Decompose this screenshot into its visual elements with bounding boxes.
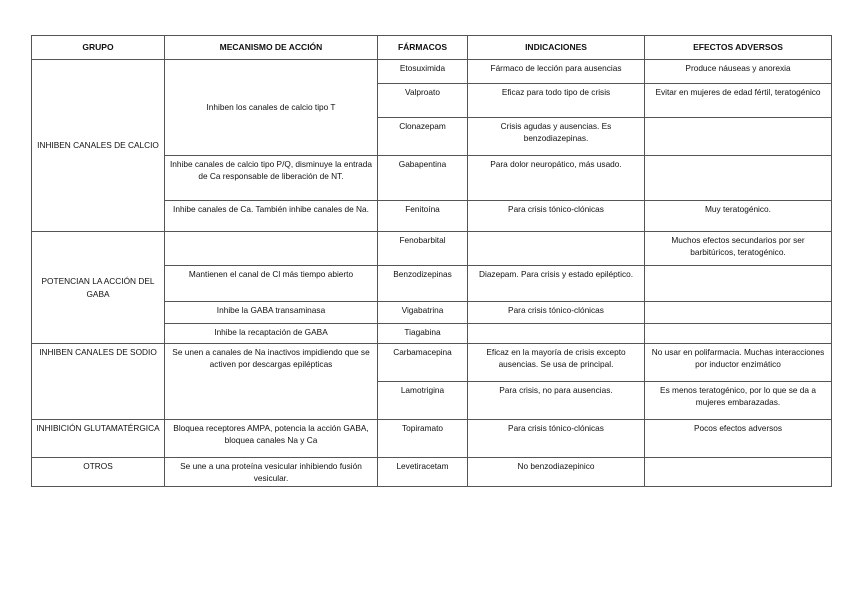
header-row	[32, 36, 832, 60]
antiepileptic-drugs-table	[31, 35, 832, 487]
indication-cell: Para crisis tónico-clónicas	[468, 420, 645, 458]
header-indicaciones: INDICACIONES	[468, 36, 645, 60]
mechanism-cell	[165, 232, 378, 266]
drug-cell: Etosuximida	[378, 60, 468, 84]
adverse-cell: No usar en polifarmacia. Muchas interacciones por inductor enzimático	[645, 344, 832, 382]
adverse-cell	[645, 302, 832, 324]
adverse-cell	[645, 266, 832, 302]
group-cell-otros: OTROS	[32, 458, 165, 487]
drug-cell: Gabapentina	[378, 156, 468, 201]
drug-cell: Valproato	[378, 84, 468, 118]
adverse-cell: Muy teratogénico.	[645, 201, 832, 232]
drug-cell: Vigabatrina	[378, 302, 468, 324]
table-row	[32, 344, 832, 382]
indication-cell	[468, 324, 645, 344]
indication-cell: Eficaz en la mayoría de crisis excepto ausencias. Se usa de principal.	[468, 344, 645, 382]
adverse-cell: Pocos efectos adversos	[645, 420, 832, 458]
table-row	[32, 458, 832, 487]
adverse-cell: Es menos teratogénico, por lo que se da a mujeres embarazadas.	[645, 382, 832, 420]
drug-cell: Clonazepam	[378, 118, 468, 156]
indication-cell: Para dolor neuropático, más usado.	[468, 156, 645, 201]
drug-cell: Tiagabina	[378, 324, 468, 344]
drug-cell: Carbamacepina	[378, 344, 468, 382]
drug-cell: Fenitoína	[378, 201, 468, 232]
mechanism-cell: Inhibe canales de Ca. También inhibe canales de Na.	[165, 201, 378, 232]
indication-cell: No benzodiazepinico	[468, 458, 645, 487]
table-row	[32, 60, 832, 84]
drug-cell: Topiramato	[378, 420, 468, 458]
mechanism-cell: Se unen a canales de Na inactivos impidiendo que se activen por descargas epilépticas	[165, 344, 378, 420]
group-cell-gaba: POTENCIAN LA ACCIÓN DEL GABA	[32, 232, 165, 344]
indication-cell	[468, 232, 645, 266]
mechanism-cell: Mantienen el canal de Cl más tiempo abierto	[165, 266, 378, 302]
adverse-cell	[645, 118, 832, 156]
drug-cell: Benzodizepinas	[378, 266, 468, 302]
adverse-cell	[645, 458, 832, 487]
table-row	[32, 232, 832, 266]
mechanism-cell: Inhibe la recaptación de GABA	[165, 324, 378, 344]
adverse-cell	[645, 324, 832, 344]
header-farmacos: FÁRMACOS	[378, 36, 468, 60]
drug-cell: Levetiracetam	[378, 458, 468, 487]
indication-cell: Fármaco de lección para ausencias	[468, 60, 645, 84]
mechanism-cell: Bloquea receptores AMPA, potencia la acción GABA, bloquea canales Na y Ca	[165, 420, 378, 458]
adverse-cell	[645, 156, 832, 201]
drug-cell: Fenobarbital	[378, 232, 468, 266]
drug-cell: Lamotrigina	[378, 382, 468, 420]
adverse-cell: Muchos efectos secundarios por ser barbitúricos, teratogénico.	[645, 232, 832, 266]
mechanism-cell: Inhibe canales de calcio tipo P/Q, disminuye la entrada de Ca responsable de liberación de NT.	[165, 156, 378, 201]
indication-cell: Para crisis tónico-clónicas	[468, 302, 645, 324]
header-mecanismo: MECANISMO DE ACCIÓN	[165, 36, 378, 60]
mechanism-cell: Inhibe la GABA transaminasa	[165, 302, 378, 324]
table-row	[32, 420, 832, 458]
indication-cell: Para crisis tónico-clónicas	[468, 201, 645, 232]
group-cell-calcio: INHIBEN CANALES DE CALCIO	[32, 60, 165, 232]
indication-cell: Eficaz para todo tipo de crisis	[468, 84, 645, 118]
indication-cell: Diazepam. Para crisis y estado epiléptico.	[468, 266, 645, 302]
group-cell-sodio: INHIBEN CANALES DE SODIO	[32, 344, 165, 420]
indication-cell: Crisis agudas y ausencias. Es benzodiazepinas.	[468, 118, 645, 156]
adverse-cell: Evitar en mujeres de edad fértil, teratogénico	[645, 84, 832, 118]
header-efectos: EFECTOS ADVERSOS	[645, 36, 832, 60]
header-grupo: GRUPO	[32, 36, 165, 60]
adverse-cell: Produce náuseas y anorexia	[645, 60, 832, 84]
indication-cell: Para crisis, no para ausencias.	[468, 382, 645, 420]
mechanism-cell: Inhiben los canales de calcio tipo T	[165, 60, 378, 156]
mechanism-cell: Se une a una proteína vesicular inhibiendo fusión vesicular.	[165, 458, 378, 487]
group-cell-glutamato: INHIBICIÓN GLUTAMATÉRGICA	[32, 420, 165, 458]
